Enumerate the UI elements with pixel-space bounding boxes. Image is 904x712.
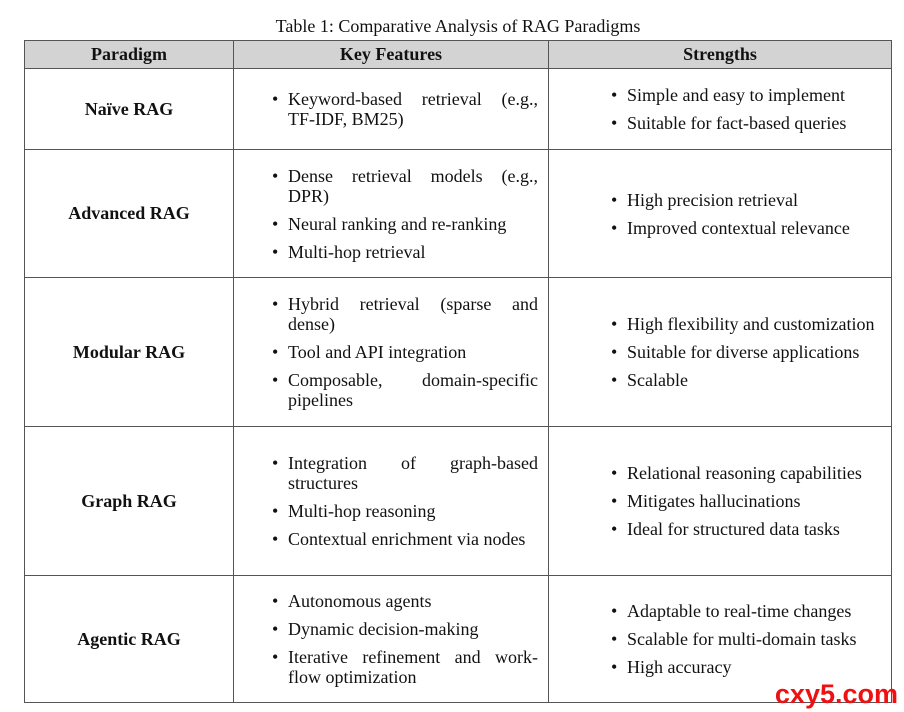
paradigm-cell: Graph RAG [25, 427, 234, 576]
strengths-cell [549, 278, 892, 427]
features-list [288, 453, 538, 549]
features-list [288, 89, 538, 129]
feature-item: • Autonomous agents [288, 591, 538, 611]
features-cell [234, 69, 549, 150]
feature-item: • Dynamic decision-making [288, 619, 538, 639]
table-row [25, 278, 892, 427]
strengths-list [627, 463, 887, 539]
header-key-features: Key Features [234, 41, 549, 69]
header-strengths: Strengths [549, 41, 892, 69]
rag-paradigms-table [24, 40, 892, 703]
strength-item: • Suitable for fact-based queries [627, 113, 887, 133]
feature-item: • Neural ranking and re-ranking [288, 214, 538, 234]
feature-item: • Keyword-based retrieval (e.g., TF-IDF, BM25) [288, 89, 538, 129]
feature-item: • Iterative refinement and work-flow optimization [288, 647, 538, 687]
feature-item: • Contextual enrichment via nodes [288, 529, 538, 549]
strengths-list [627, 85, 887, 133]
table-row [25, 576, 892, 703]
strength-item: • High flexibility and customization [627, 314, 887, 334]
table-caption: Table 1: Comparative Analysis of RAG Paradigms [275, 16, 641, 36]
feature-item: • Multi-hop retrieval [288, 242, 538, 262]
table-row [25, 427, 892, 576]
feature-item: • Dense retrieval models (e.g., DPR) [288, 166, 538, 206]
table-row [25, 69, 892, 150]
table-header-row [25, 41, 892, 69]
strength-item: • Mitigates hallucinations [627, 491, 887, 511]
strength-item: • High accuracy [627, 657, 887, 677]
strength-item: • Adaptable to real-time changes [627, 601, 887, 621]
feature-item: • Hybrid retrieval (sparse and dense) [288, 294, 538, 334]
paradigm-cell: Advanced RAG [25, 150, 234, 278]
strength-item: • Ideal for structured data tasks [627, 519, 887, 539]
strength-item: • Suitable for diverse applications [627, 342, 887, 362]
strengths-cell [549, 427, 892, 576]
strength-item: • Simple and easy to implement [627, 85, 887, 105]
feature-item: • Composable, domain-specific pipelines [288, 370, 538, 410]
features-cell [234, 150, 549, 278]
features-list [288, 591, 538, 687]
strength-item: • Relational reasoning capabilities [627, 463, 887, 483]
strengths-cell [549, 150, 892, 278]
features-list [288, 166, 538, 262]
header-paradigm: Paradigm [25, 41, 234, 69]
strengths-cell [549, 69, 892, 150]
strengths-list [627, 601, 887, 677]
strength-item: • Improved contextual relevance [627, 218, 887, 238]
site-watermark: cxy5.com [774, 679, 898, 709]
table-row [25, 150, 892, 278]
features-cell [234, 576, 549, 703]
feature-item: • Integration of graph-based structures [288, 453, 538, 493]
paradigm-cell: Naïve RAG [25, 69, 234, 150]
feature-item: • Tool and API integration [288, 342, 538, 362]
features-list [288, 294, 538, 410]
paradigm-cell: Agentic RAG [25, 576, 234, 703]
strengths-list [627, 314, 887, 390]
strength-item: • Scalable for multi-domain tasks [627, 629, 887, 649]
features-cell [234, 278, 549, 427]
feature-item: • Multi-hop reasoning [288, 501, 538, 521]
strengths-list [627, 190, 887, 238]
paradigm-cell: Modular RAG [25, 278, 234, 427]
strength-item: • High precision retrieval [627, 190, 887, 210]
strength-item: • Scalable [627, 370, 887, 390]
features-cell [234, 427, 549, 576]
